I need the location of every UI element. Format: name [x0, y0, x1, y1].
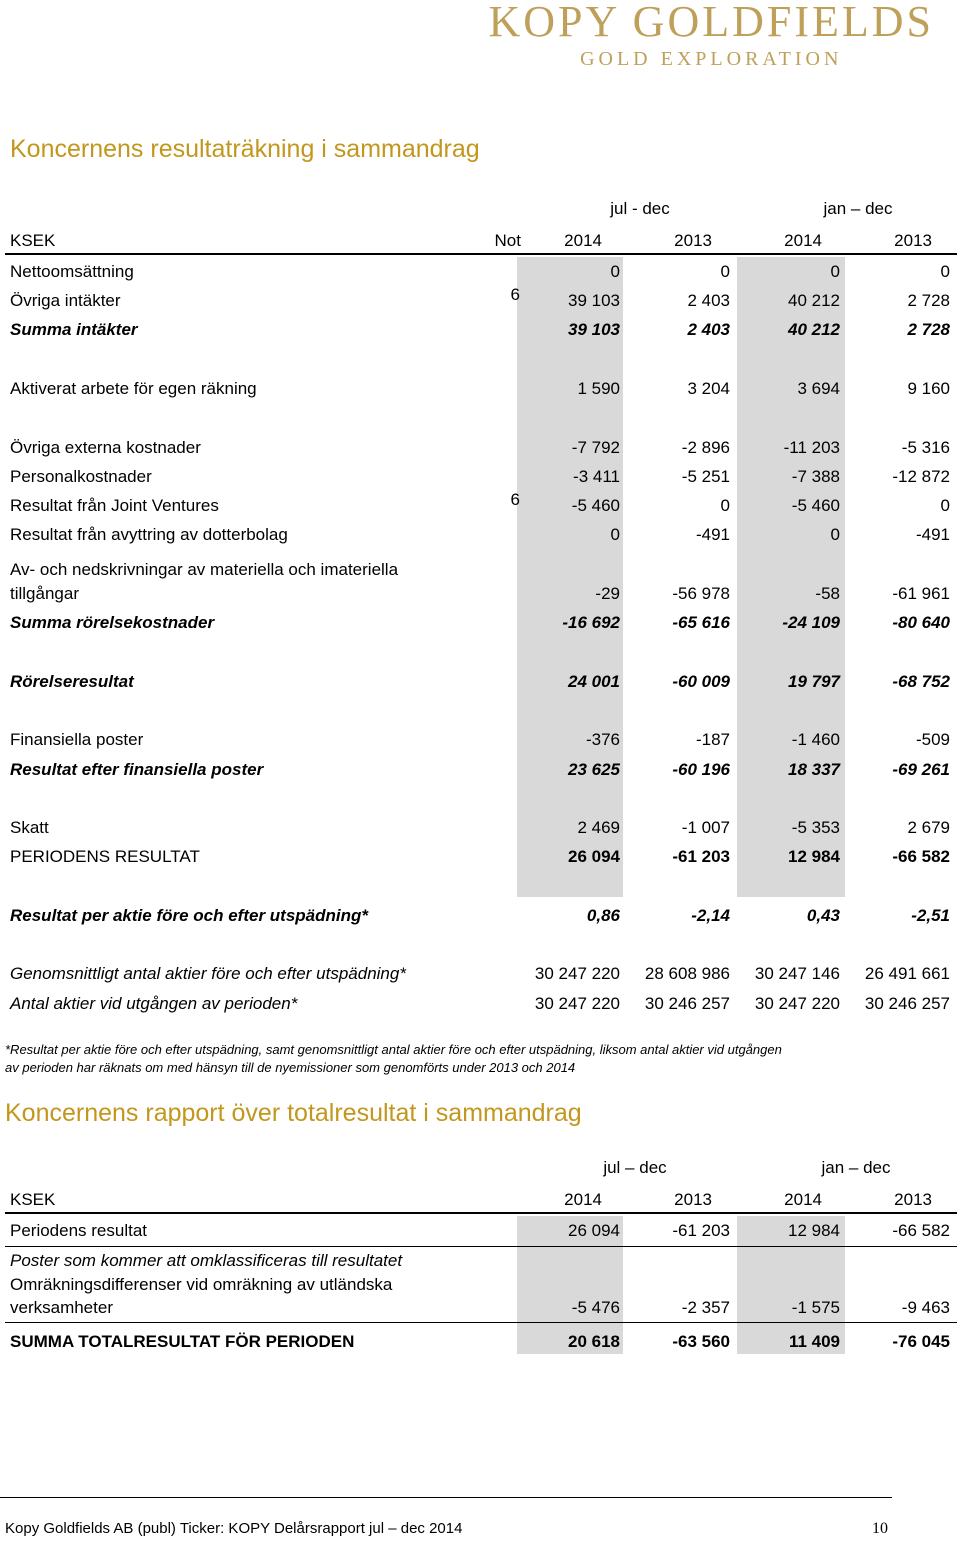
header-col1: 2014	[564, 1190, 602, 1209]
cell: 40 212	[788, 320, 840, 339]
cell: 26 094	[568, 847, 620, 866]
group-jan-dec: jan – dec	[821, 1158, 891, 1177]
header-col2: 2013	[674, 231, 712, 250]
cell: -5 316	[901, 438, 950, 457]
cell: 2 403	[687, 291, 730, 310]
cell: 0,86	[586, 906, 620, 925]
cell: -58	[815, 584, 840, 603]
cell: 0,43	[806, 906, 840, 925]
table-row	[10, 285, 950, 314]
cell: 26 094	[568, 1221, 620, 1240]
cell: -2 896	[681, 438, 730, 457]
cell: 11 409	[788, 1332, 840, 1351]
header-col3: 2014	[784, 1190, 822, 1209]
row-label: Periodens resultat	[10, 1221, 148, 1240]
row-label: Nettoomsättning	[10, 262, 134, 281]
cell: 40 212	[788, 291, 840, 310]
income-statement-title: Koncernens resultaträkning i sammandrag	[10, 135, 480, 163]
cell: -5 460	[571, 496, 620, 515]
cell: -60 196	[672, 760, 730, 779]
table-row-label-line1	[10, 557, 950, 583]
cell: -61 203	[672, 1221, 730, 1240]
row-label-cont: tillgångar	[10, 584, 79, 603]
table-row	[10, 727, 950, 753]
cell: -2,14	[691, 906, 730, 925]
row-label: Summa rörelsekostnader	[10, 613, 215, 632]
cell: 0	[940, 262, 950, 281]
column-group-header	[10, 196, 950, 222]
table-row	[10, 259, 950, 285]
cell: 28 608 986	[644, 964, 730, 983]
row-label: SUMMA TOTALRESULTAT FÖR PERIODEN	[10, 1332, 355, 1351]
group-jul-dec: jul – dec	[603, 1158, 667, 1177]
cell: 30 246 257	[644, 994, 730, 1013]
cell: -2,51	[911, 906, 950, 925]
table-row	[10, 844, 950, 870]
cell: 19 797	[788, 672, 840, 691]
footnote-line1: *Resultat per aktie före och efter utspädning, samt genomsnittligt antal aktier före och efter utspädning, liksom antal aktier vid utgången	[5, 1042, 782, 1057]
cell: -60 009	[672, 672, 730, 691]
header-ksek: KSEK	[10, 231, 56, 250]
row-rule	[5, 1246, 957, 1247]
table-header-row	[10, 228, 950, 254]
cell: -491	[915, 525, 950, 544]
table-row	[10, 464, 950, 490]
cell: -61 961	[892, 584, 950, 603]
cell: -66 582	[892, 847, 950, 866]
cell: -66 582	[892, 1221, 950, 1240]
page-number: 10	[872, 1520, 888, 1537]
cell: -491	[695, 525, 730, 544]
cell: 0	[940, 496, 950, 515]
cell: 30 247 146	[754, 964, 840, 983]
cell: 30 247 220	[754, 994, 840, 1013]
cell: 30 247 220	[534, 964, 620, 983]
comprehensive-income-title: Koncernens rapport över totalresultat i sammandrag	[5, 1099, 582, 1127]
cell: 20 618	[568, 1332, 620, 1351]
cell: -7 388	[791, 467, 840, 486]
table-row	[10, 757, 950, 783]
cell: 30 246 257	[864, 994, 950, 1013]
cell: 39 103	[568, 320, 620, 339]
row-label: Av- och nedskrivningar av materiella och imateriella	[10, 560, 399, 579]
cell: 12 984	[788, 847, 840, 866]
row-label: Övriga externa kostnader	[10, 438, 201, 457]
cell: 39 103	[568, 291, 620, 310]
cell: -2 357	[681, 1298, 730, 1317]
cell: -187	[695, 730, 730, 749]
logo-wordmark: KOPY GOLDFIELDS	[488, 0, 934, 46]
cell: -5 476	[571, 1298, 620, 1317]
row-label-line3: verksamheter	[10, 1298, 113, 1317]
table-row	[10, 815, 950, 841]
cell: -61 203	[672, 847, 730, 866]
table-row	[10, 376, 950, 402]
cell: 3 694	[797, 379, 840, 398]
cell: 2 469	[577, 818, 620, 837]
cell: -80 640	[892, 613, 950, 632]
row-rule	[5, 1322, 957, 1323]
table-row	[10, 1329, 950, 1355]
cell: -1 575	[791, 1298, 840, 1317]
cell: 18 337	[788, 760, 840, 779]
header-not: Not	[494, 231, 521, 250]
header-col3: 2014	[784, 231, 822, 250]
table-row	[10, 1218, 950, 1244]
cell: 12 984	[788, 1221, 840, 1240]
column-group-header	[10, 1155, 950, 1181]
table-row	[10, 435, 950, 461]
cell: -16 692	[562, 613, 620, 632]
cell: -76 045	[892, 1332, 950, 1351]
header-rule	[5, 1212, 957, 1214]
cell: 2 403	[687, 320, 730, 339]
table-header-row	[10, 1187, 950, 1213]
cell: 0	[610, 262, 620, 281]
cell: 0	[720, 496, 730, 515]
cell: -5 353	[791, 818, 840, 837]
table-row	[10, 581, 950, 607]
cell: -24 109	[782, 613, 840, 632]
header-rule	[5, 253, 957, 255]
row-label-line2: Omräkningsdifferenser vid omräkning av utländska	[10, 1275, 393, 1294]
group-jul-dec: jul - dec	[610, 199, 670, 218]
table-row	[10, 1295, 950, 1321]
header-col1: 2014	[564, 231, 602, 250]
cell: 26 491 661	[864, 964, 950, 983]
cell: 0	[830, 262, 840, 281]
cell: -69 261	[892, 760, 950, 779]
cell: 23 625	[568, 760, 620, 779]
cell: -68 752	[892, 672, 950, 691]
footnote-line2: av perioden har räknats om med hänsyn till de nyemissioner som genomförts under 2013 och 2014	[5, 1060, 576, 1075]
cell: 0	[610, 525, 620, 544]
table-row	[10, 490, 950, 519]
row-label: Genomsnittligt antal aktier före och efter utspädning*	[10, 964, 406, 983]
row-label: Personalkostnader	[10, 467, 152, 486]
logo-tagline: GOLD EXPLORATION	[580, 48, 843, 70]
cell: -63 560	[672, 1332, 730, 1351]
cell: -56 978	[672, 584, 730, 603]
footer-rule	[0, 1497, 892, 1498]
group-jan-dec: jan – dec	[823, 199, 893, 218]
row-label: Resultat från Joint Ventures	[10, 496, 219, 515]
company-logo	[489, 0, 935, 70]
row-label: Aktiverat arbete för egen räkning	[10, 379, 257, 398]
cell: -29	[595, 584, 620, 603]
cell: 30 247 220	[534, 994, 620, 1013]
cell: 0	[830, 525, 840, 544]
cell: -12 872	[892, 467, 950, 486]
cell: -65 616	[672, 613, 730, 632]
cell: 24 001	[568, 672, 620, 691]
row-label: Skatt	[10, 818, 49, 837]
row-label: Finansiella poster	[10, 730, 144, 749]
cell: -1 007	[681, 818, 730, 837]
cell: 2 728	[907, 320, 950, 339]
header-col2: 2013	[674, 1190, 712, 1209]
row-label: PERIODENS RESULTAT	[10, 847, 200, 866]
cell: -7 792	[571, 438, 620, 457]
row-label-line1: Poster som kommer att omklassificeras till resultatet	[10, 1251, 403, 1270]
note-ref: 6	[510, 490, 520, 509]
cell: -5 251	[681, 467, 730, 486]
table-row	[10, 669, 950, 695]
row-label: Resultat per aktie före och efter utspädning*	[10, 906, 369, 925]
header-ksek: KSEK	[10, 1190, 56, 1209]
cell: -5 460	[791, 496, 840, 515]
table-row	[10, 522, 950, 548]
row-label: Resultat efter finansiella poster	[10, 760, 264, 779]
footer-text: Kopy Goldfields AB (publ) Ticker: KOPY Delårsrapport jul – dec 2014	[5, 1520, 463, 1537]
row-label: Övriga intäkter	[10, 291, 121, 310]
cell: -509	[915, 730, 950, 749]
cell: 9 160	[907, 379, 950, 398]
cell: -1 460	[791, 730, 840, 749]
table-row	[10, 610, 950, 636]
row-label: Resultat från avyttring av dotterbolag	[10, 525, 288, 544]
header-col4: 2013	[894, 231, 932, 250]
cell: 2 679	[907, 818, 950, 837]
cell: 3 204	[687, 379, 730, 398]
row-label: Rörelseresultat	[10, 672, 134, 691]
cell: 1 590	[577, 379, 620, 398]
cell: -3 411	[573, 467, 620, 486]
table-row	[10, 903, 950, 929]
cell: -376	[585, 730, 620, 749]
row-label: Antal aktier vid utgången av perioden*	[10, 994, 298, 1013]
header-col4: 2013	[894, 1190, 932, 1209]
row-label: Summa intäkter	[10, 320, 138, 339]
table-row	[10, 961, 950, 987]
cell: -9 463	[901, 1298, 950, 1317]
cell: -11 203	[783, 438, 840, 457]
note-ref: 6	[510, 285, 520, 304]
cell: 2 728	[907, 291, 950, 310]
table-row	[10, 317, 950, 343]
translation-differences-label	[10, 1249, 402, 1297]
cell: 0	[720, 262, 730, 281]
table-row	[10, 991, 950, 1017]
